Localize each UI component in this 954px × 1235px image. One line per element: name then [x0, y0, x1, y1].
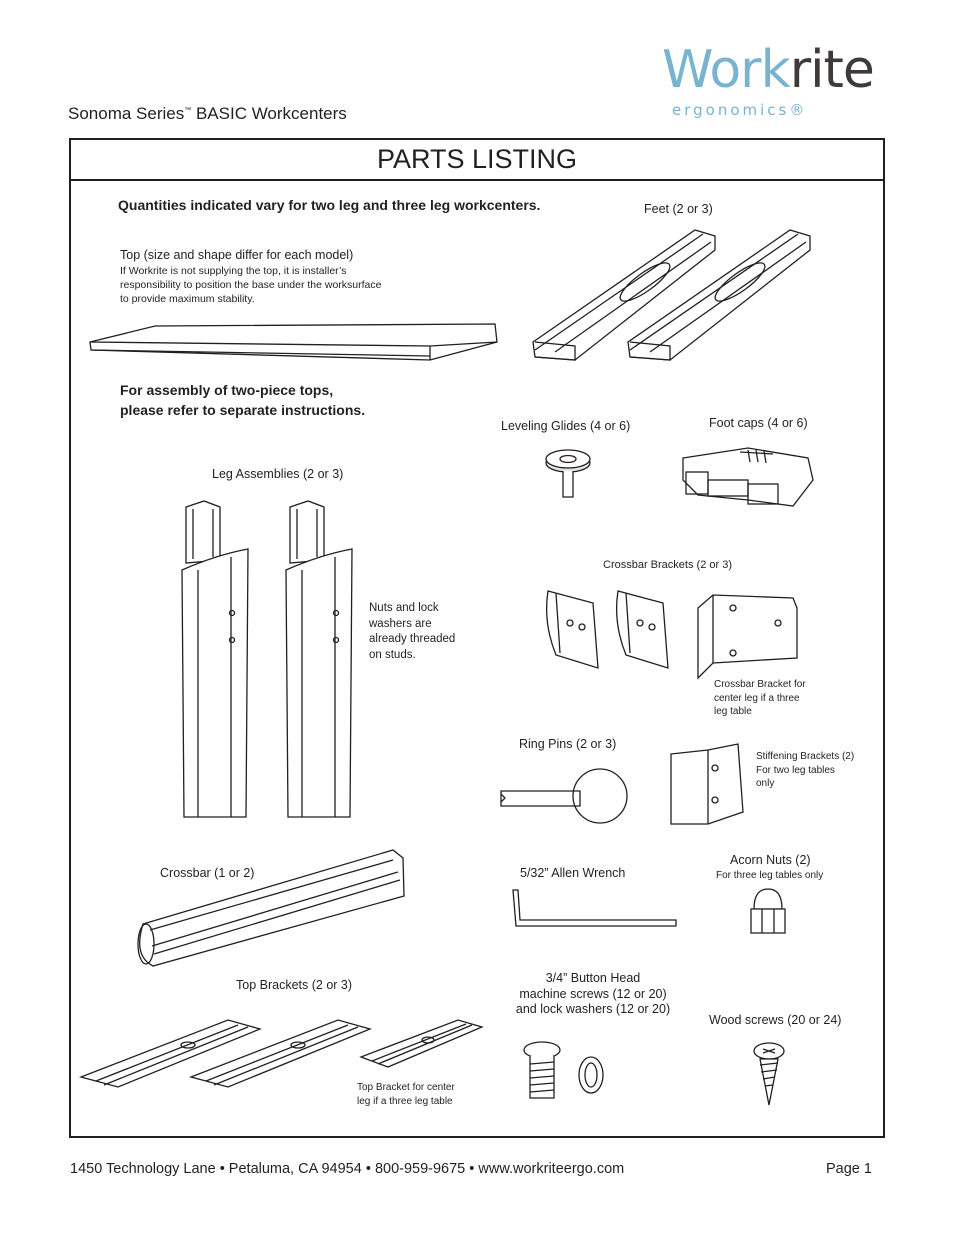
- center-crossbar-bracket-note: Crossbar Bracket for center leg if a three leg table: [714, 679, 806, 717]
- feet-label: Feet (2 or 3): [644, 202, 713, 216]
- crossbar-illustration: [128, 846, 408, 971]
- wood-screw-illustration: [750, 1041, 788, 1106]
- crossbar-brackets-label: Crossbar Brackets (2 or 3): [603, 559, 732, 571]
- leveling-glide-illustration: [540, 445, 600, 505]
- stiffening-brackets-label: Stiffening Brackets (2) For two leg tables only: [756, 751, 855, 789]
- acorn-nuts-label: Acorn Nuts (2): [730, 853, 811, 867]
- top-brackets-label: Top Brackets (2 or 3): [236, 978, 353, 992]
- two-piece-note: For assembly of two-piece tops, please refer to separate instructions.: [120, 382, 366, 418]
- ring-pin-illustration: [498, 766, 633, 831]
- logo-tagline: ergonomics®: [672, 101, 808, 119]
- top-worksurface-illustration: [85, 320, 500, 368]
- top-label: Top (size and shape differ for each model): [120, 248, 354, 262]
- stiffening-bracket-illustration: [668, 742, 748, 832]
- allen-wrench-illustration: [510, 886, 682, 931]
- workrite-logo: Workrite: [662, 40, 874, 100]
- crossbar-label: Crossbar (1 or 2): [160, 866, 255, 880]
- page-title: PARTS LISTING: [69, 138, 885, 181]
- footer-address: 1450 Technology Lane • Petaluma, CA 94954 • 800-959-9675 • www.workriteergo.com: [70, 1161, 625, 1177]
- top-note: If Workrite is not supplying the top, it is installer’s responsibility to position the base under the worksurface to provide maximum stability.: [120, 265, 382, 306]
- allen-wrench-label: 5/32” Allen Wrench: [520, 866, 626, 880]
- leg-assemblies-illustration: [176, 495, 356, 820]
- leveling-glides-label: Leveling Glides (4 or 6): [501, 419, 631, 433]
- wood-screws-label: Wood screws (20 or 24): [709, 1013, 842, 1027]
- feet-illustration: [525, 222, 820, 372]
- crossbar-brackets-illustration: [538, 583, 803, 683]
- ring-pins-label: Ring Pins (2 or 3): [519, 737, 617, 751]
- acorn-nuts-note: For three leg tables only: [716, 870, 824, 881]
- acorn-nut-illustration: [748, 887, 788, 939]
- foot-caps-illustration: [678, 440, 823, 515]
- center-top-bracket-note: Top Bracket for center leg if a three leg table: [357, 1082, 455, 1107]
- leg-assemblies-label: Leg Assemblies (2 or 3): [212, 467, 344, 481]
- page-number: Page 1: [826, 1161, 872, 1177]
- foot-caps-label: Foot caps (4 or 6): [709, 416, 808, 430]
- button-head-label: 3/4” Button Head machine screws (12 or 20) and lock washers (12 or 20): [515, 971, 671, 1017]
- leg-nuts-note: Nuts and lock washers are already threaded on studs.: [369, 602, 456, 661]
- quantities-note: Quantities indicated vary for two leg and three leg workcenters.: [118, 197, 541, 213]
- button-head-screw-illustration: [520, 1040, 610, 1105]
- series-title: Sonoma Series™ BASIC Workcenters: [68, 104, 347, 123]
